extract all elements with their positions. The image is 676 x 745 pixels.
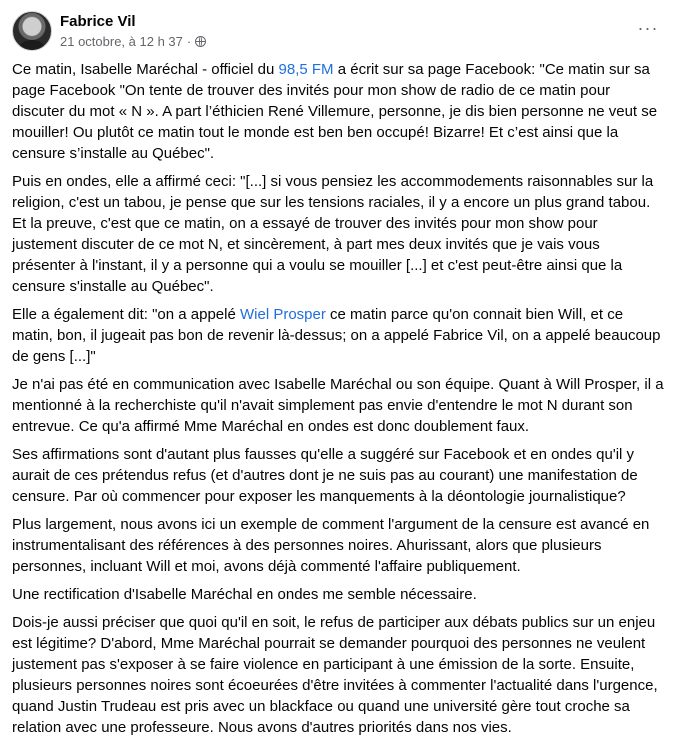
- paragraph-3-text-a: Elle a également dit: "on a appelé: [12, 306, 240, 323]
- paragraph-1-text-b: a écrit sur sa page Facebook: "Ce matin sur sa page Facebook "On tente de trouver des invités pour mon show de radio de ce matin pour discuter du mot « N ». A part l’éthicien René Villemure, personne, je dis bien personne ne veut se mouiller! Ou plutôt ce matin tout le monde est ben ben occupé! Bizarre! Et c’est ainsi que la censure s’installe au Québec".: [12, 61, 658, 162]
- avatar[interactable]: [12, 11, 52, 51]
- more-options-icon[interactable]: ···: [637, 17, 659, 38]
- paragraph-5: Ses affirmations sont d'autant plus fausses qu'elle a suggéré sur Facebook et en ondes qu'il y aurait de ces prétendus refus (et d'autres dont je ne suis pas au courant) une manifestation de censure. Par où commencer pour exposer les manquements à la déontologie journalistique?: [12, 446, 638, 505]
- author-name[interactable]: Fabrice Vil: [60, 13, 136, 30]
- paragraph-7: Une rectification d'Isabelle Maréchal en ondes me semble nécessaire.: [12, 586, 477, 603]
- post-subline: [60, 35, 206, 48]
- paragraph-4: Je n'ai pas été en communication avec Isabelle Maréchal ou son équipe. Quant à Will Prosper, il a mentionné à la recherchiste qu'il n'avait simplement pas envie d'entendre le mot N durant son entrevue. Ce qu'a affirmé Mme Maréchal en ondes est donc doublement faux.: [12, 376, 664, 435]
- post-meta: [60, 14, 206, 48]
- paragraph-3: [12, 304, 664, 367]
- paragraph-6: Plus largement, nous avons ici un exemple de comment l'argument de la censure est avancé en instrumentalisant des références à des personnes noires. Ahurissant, alors que plusieurs personnes, incluant Will et moi, avons déjà commenté l'affaire publiquement.: [12, 516, 650, 575]
- post-timestamp[interactable]: 21 octobre, à 12 h 37: [60, 34, 183, 49]
- paragraph-2: Puis en ondes, elle a affirmé ceci: "[...] si vous pensiez les accommodements raisonnables sur la religion, c'est un tabou, je pense que sur les tensions raciales, il y a encore un plus grand tabou. Et la preuve, c'est que ce matin, on a essayé de trouver des invités pour mon show pour justement discuter de ce mot N, et sincèrement, à part mes deux invités que je vais vous présenter à l'instant, il y a personne qui a voulu se mouiller [...] et c'est peut-être ainsi que la censure s'installe au Québec".: [12, 173, 654, 295]
- paragraph-3-text-b: ce matin parce qu'on connait bien Will, et ce matin, bon, il jugeait pas bon de revenir là-dessus; on a appelé Fabrice Vil, on a appelé beaucoup de gens [...]": [12, 306, 661, 365]
- globe-icon[interactable]: [195, 36, 206, 47]
- paragraph-1-text-a: Ce matin, Isabelle Maréchal - officiel du: [12, 61, 279, 78]
- post-body: [12, 59, 664, 745]
- paragraph-1: [12, 59, 664, 164]
- paragraph-8: Dois-je aussi préciser que quoi qu'il en soit, le refus de participer aux débats publics sur un enjeu est légitime? D'abord, Mme Maréchal pourrait se demander pourquoi des personnes ne veulent justement pas s'exposer à se faire violence en participant à une émission de la sorte. Ensuite, plusieurs personnes noires sont écoeurées d'être invitées à commenter l'actualité dans l'urgence, quand Justin Trudeau est pris avec un blackface ou quand une université gère tout croche sa relation avec une professeure. Nous avons d'autres priorités dans nos vies.: [12, 614, 658, 736]
- profile-link-wiel-prosper[interactable]: Wiel Prosper: [239, 306, 326, 323]
- post-header: [12, 10, 206, 52]
- page-link-98-5-fm[interactable]: 98,5 FM: [278, 61, 334, 78]
- separator-dot: ·: [186, 34, 192, 49]
